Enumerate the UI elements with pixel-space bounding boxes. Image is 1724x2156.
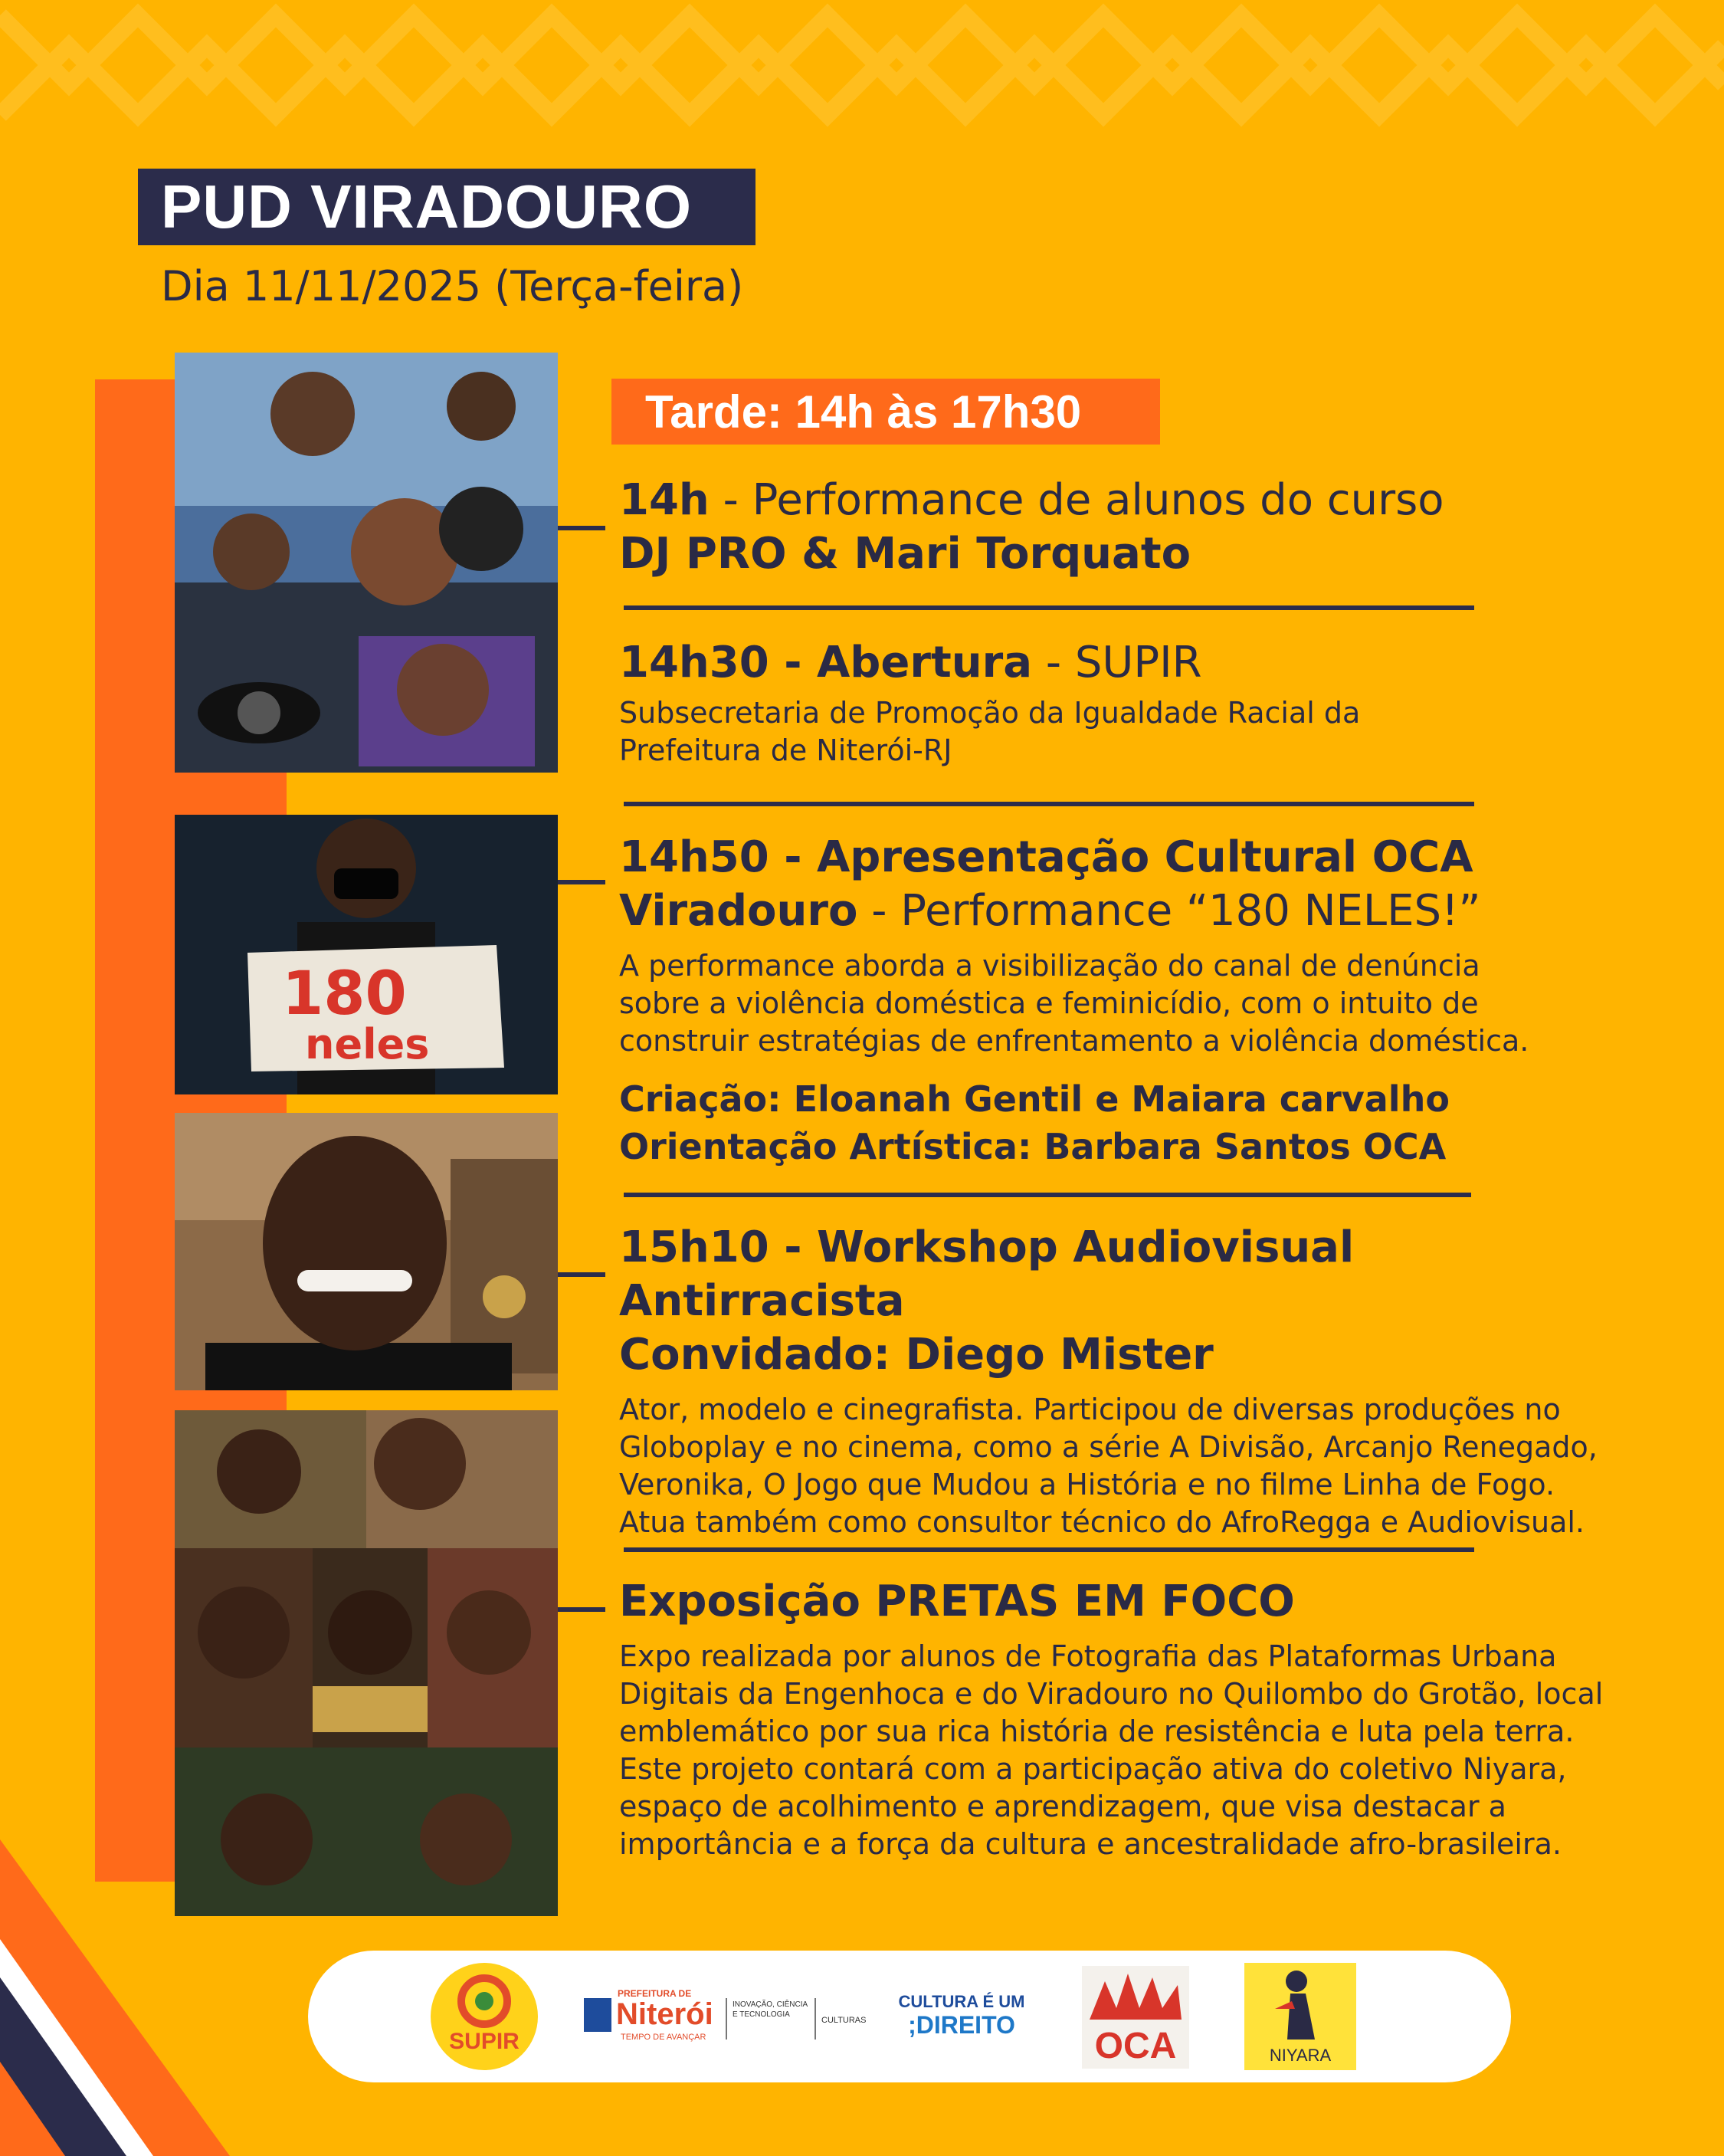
- logo-cultura-line1: CULTURA É UM: [898, 1992, 1025, 2011]
- logo-supir-text: SUPIR: [449, 2029, 519, 2054]
- logo-niyara-text: NIYARA: [1269, 2046, 1332, 2065]
- event-dj-time: 14h: [619, 475, 710, 525]
- event-abertura-time: 14h30 - Abertura: [619, 638, 1033, 687]
- logo-niyara: [1244, 1963, 1356, 2070]
- separator-4: [624, 1547, 1474, 1552]
- logo-niteroi-culturas: CULTURAS: [821, 2016, 867, 2025]
- session-label: [611, 379, 1160, 445]
- connector-2: [558, 880, 605, 884]
- top-pattern: [0, 0, 1724, 130]
- separator-1: [624, 605, 1474, 610]
- logo-niteroi-secretariat: INOVAÇÃO, CIÊNCIA E TECNOLOGIA: [733, 2000, 808, 2019]
- connector-3: [558, 1272, 605, 1277]
- event-workshop-desc: Ator, modelo e cinegrafista. Participou de diversas produções no Globoplay e no cinema, como a série A Divisão, Arcanjo Renegado, Veronika, O Jogo que Mudou a História e no filme Linha de Fogo. Atua também como consultor técnico do AfroRegga e Audiovisual.: [619, 1393, 1598, 1539]
- event-dj-subtitle: DJ PRO & Mari Torquato: [619, 529, 1191, 579]
- separator-3: [624, 1193, 1471, 1197]
- photo-180-neles: [175, 815, 558, 1094]
- event-dj-heading: [619, 474, 1608, 527]
- event-oca-venue: Viradouro: [619, 886, 858, 936]
- separator-2: [624, 802, 1474, 806]
- event-exposicao: [619, 1575, 1608, 1863]
- photo-dj-collage: [175, 353, 558, 773]
- event-abertura: [619, 636, 1608, 770]
- session-label-text: Tarde: 14h às 17h30: [645, 386, 1082, 438]
- event-exposicao-heading: Exposição PRETAS EM FOCO: [619, 1577, 1295, 1626]
- page-title: PUD VIRADOURO: [161, 172, 693, 241]
- event-oca-credit-creation: Criação: Eloanah Gentil e Maiara carvalho: [619, 1078, 1450, 1120]
- event-oca-heading: 14h50 - Apresentação Cultural OCA: [619, 832, 1473, 882]
- connector-1: [558, 526, 605, 530]
- title-box: [138, 169, 755, 245]
- sign-text-180: 180: [282, 960, 407, 1029]
- sign-text-neles: neles: [305, 1020, 430, 1068]
- event-workshop-heading: 15h10 - Workshop Audiovisual Antirracista: [619, 1222, 1355, 1326]
- event-abertura-heading: [619, 636, 1608, 690]
- logo-niteroi: [584, 1981, 875, 2052]
- logo-supir: [429, 1961, 539, 2072]
- event-oca-performance: - Performance “180 NELES!”: [857, 886, 1481, 936]
- logo-cultura-line2: ;DIREITO: [908, 2011, 1015, 2039]
- event-dj: [619, 474, 1608, 581]
- logo-oca: [1082, 1966, 1189, 2069]
- event-oca: [619, 831, 1608, 1170]
- photo-diego-mister: [175, 1113, 558, 1390]
- event-abertura-title: - SUPIR: [1032, 638, 1202, 687]
- logo-niteroi-tagline: TEMPO DE AVANÇAR: [621, 2033, 706, 2042]
- connector-4: [558, 1607, 605, 1612]
- event-workshop-guest: Convidado: Diego Mister: [619, 1330, 1214, 1380]
- photo-pretas-em-foco: [175, 1410, 558, 1916]
- event-abertura-desc: Subsecretaria de Promoção da Igualdade Racial da Prefeitura de Niterói-RJ: [619, 696, 1361, 767]
- footer-logos: [308, 1951, 1511, 2082]
- logo-cultura-direito: [889, 1987, 1034, 2046]
- event-oca-subheading: [619, 884, 1608, 938]
- event-dj-title: - Performance de alunos do curso: [709, 475, 1444, 525]
- event-workshop: [619, 1221, 1608, 1541]
- logo-oca-text: OCA: [1094, 2026, 1177, 2066]
- event-date: Dia 11/11/2025 (Terça-feira): [161, 262, 744, 310]
- event-oca-credit-direction: Orientação Artística: Barbara Santos OCA: [619, 1126, 1447, 1167]
- logo-niteroi-name: Niterói: [616, 1997, 713, 2031]
- logo-niteroi-prefix: PREFEITURA DE: [618, 1988, 692, 1999]
- event-exposicao-desc: Expo realizada por alunos de Fotografia das Plataformas Urbana Digitais da Engenhoca e do Viradouro no Quilombo do Grotão, local emblemático por sua rica história de resistência e luta pela terra. Este projeto contará com a participação ativa do coletivo Niyara, espaço de acolhimento e aprendizagem, que visa destacar a importância e a força da cultura e ancestralidade afro-brasileira.: [619, 1639, 1604, 1861]
- event-oca-desc: A performance aborda a visibilização do canal de denúncia sobre a violência doméstica e feminicídio, com o intuito de construir estratégias de enfrentamento a violência doméstica.: [619, 949, 1529, 1058]
